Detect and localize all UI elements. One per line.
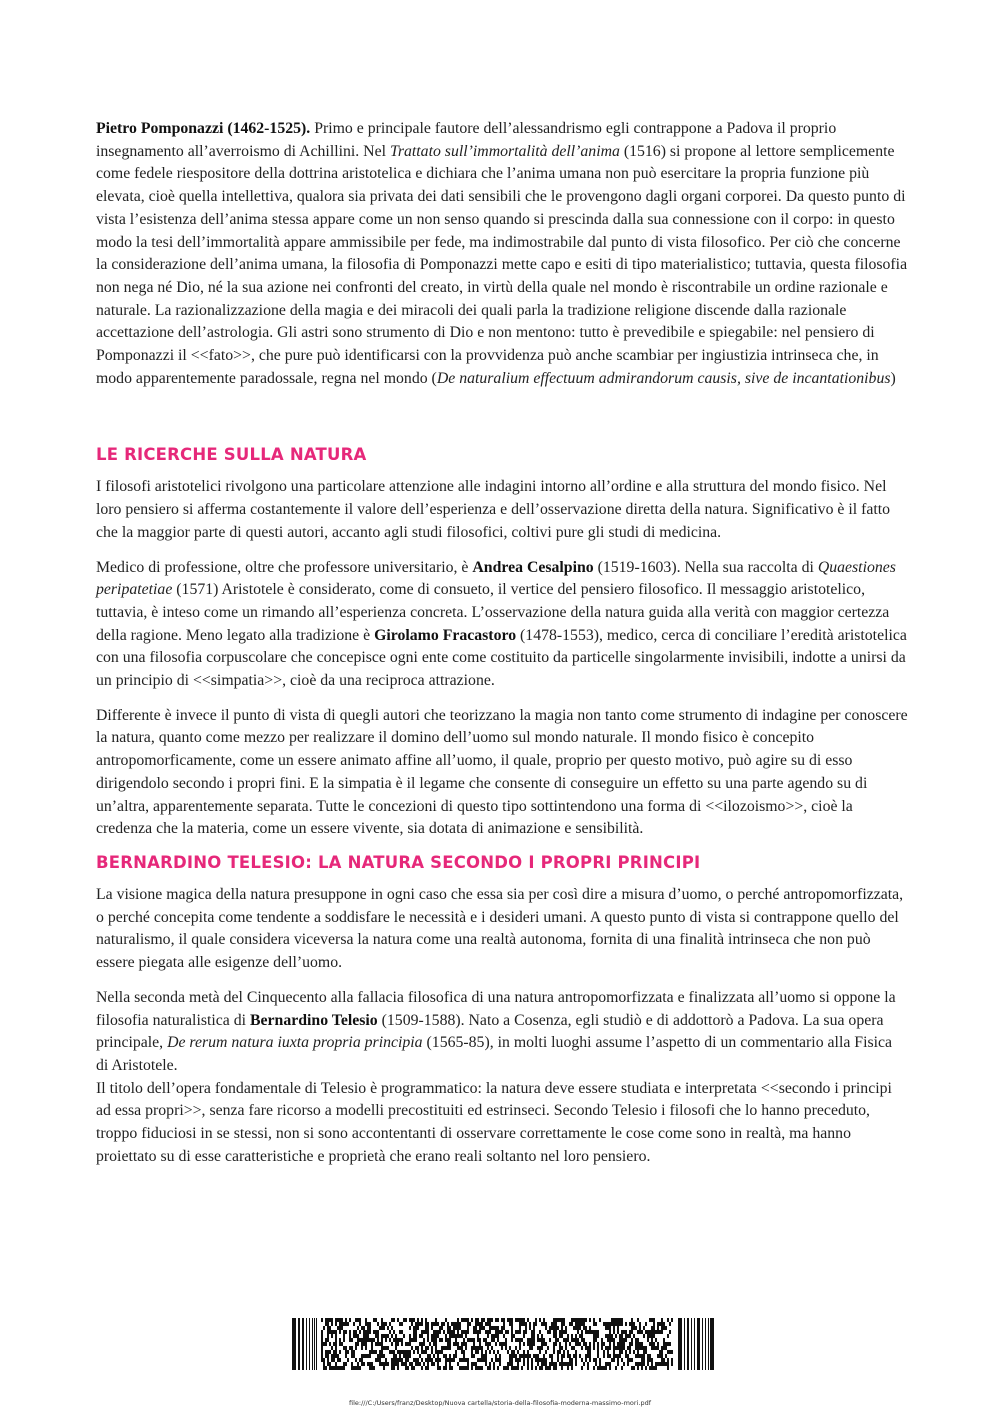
author-name-fracastoro: Girolamo Fracastoro xyxy=(374,626,517,644)
paragraph-nature-3: Differente è invece il punto di vista di quegli autori che teorizzano la magia non tanto come strumento di indagine per conoscere la natura, quanto come mezzo per realizzare il domino dell’uomo sul mondo naturale. Il mondo fisico è concepito antropomorficamente, come un essere animato affine all’uomo, il quale, proprio per questo motivo, può agire su di esso dirigendolo secondo i propri fini. E la simpatia è il legame che consente di conseguire un effetto su una parte agendo su di un’altra, apparentemente separata. Tutte le concezioni di questo tipo sottintendono una forma di <<ilozoismo>>, cioè la credenza che la materia, come un essere vivente, sia dotata di animazione e sensibilità. xyxy=(96,706,908,838)
paragraph-text: Il titolo dell’opera fondamentale di Telesio è programmatico: la natura deve essere studiata e interpretata <<secondo i principi ad essa propri>>, senza fare ricorso a modelli precostituiti ed estrinseci. Secondo Telesio i filosofi che lo hanno preceduto, troppo fiduciosi in se stessi, non si sono accontentanti di osservare correttamente le cose come sono in realtà, ma hanno proiettato su di esse caratteristiche e proprietà che erano reali soltanto nel loro pensiero. xyxy=(96,1079,892,1165)
section-heading-nature: LE RICERCHE SULLA NATURA xyxy=(96,445,367,465)
paragraph-telesio-1: La visione magica della natura presuppone in ogni caso che essa sia per così dire a misura d’uomo, o perché antropomorfizzata, o perché concepita come tendente a soddisfare le necessità e i desideri umani. A questo punto di vista si contrappone quello del naturalismo, il quale considera viceversa la natura come una realtà autonoma, fornita di una finalità intrinseca che non può essere piegata alle esigenze dell’uomo. xyxy=(96,885,904,972)
work-title: De naturalium effectuum admirandorum causis, sive de incantationibus xyxy=(436,369,891,387)
paragraph-text: (1571) Aristotele è considerato, come di consueto, il vertice del pensiero filosofico. Il messaggio aristotelico, tuttavia, è inteso come un rimando all’esperienza concreta. L’osservazione della natura guida alla verità con maggior certezza della ragione. Meno legato alla tradizione è xyxy=(96,581,890,644)
paragraph-text: (1509-1588). Nato a Cosenza, egli studiò e di addottorò a Padova. La sua opera principale, xyxy=(96,1011,884,1052)
author-name-cesalpino: Andrea Cesalpino xyxy=(472,558,594,576)
paragraph-text: ) xyxy=(890,369,896,387)
paragraph-text: Medico di professione, oltre che professore universitario, è xyxy=(96,558,473,576)
paragraph-nature-1: I filosofi aristotelici rivolgono una particolare attenzione alle indagini intorno all’ordine e alla struttura del mondo fisico. Nel loro pensiero si afferma costantemente il valore dell’esperienza e dell’osservazione diretta della natura. Significativo è il fatto che la maggior parte di questi autori, accanto agli studi filosofici, coltivi pure gli studi di medicina. xyxy=(96,478,891,541)
work-title: Quaestiones peripatetiae xyxy=(96,558,896,599)
author-name-telesio: Bernardino Telesio xyxy=(249,1011,378,1029)
author-name-pomponazzi: Pietro Pomponazzi (1462-1525). xyxy=(96,120,311,137)
section-heading-telesio: BERNARDINO TELESIO: LA NATURA SECONDO I PROPRI PRINCIPI xyxy=(96,852,701,872)
paragraph-text: (1519-1603). Nella sua raccolta di xyxy=(593,558,818,576)
work-title: Trattato sull’immortalità dell’anima xyxy=(389,142,620,160)
paragraph-text: Nella seconda metà del Cinquecento alla fallacia filosofica di una natura antropomorfizzata e finalizzata all’uomo si oppone la filosofia naturalistica di xyxy=(96,988,896,1029)
work-title: De rerum natura iuxta propria principia xyxy=(167,1034,423,1052)
file-path-footer: file:///C:/Users/franz/Desktop/Nuova cartella/storia-della-filosofia-moderna-massimo-mori.pdf xyxy=(349,1399,651,1407)
document-page xyxy=(96,118,908,1168)
paragraph-telesio-2 xyxy=(96,987,908,1169)
pdf417-barcode-icon xyxy=(263,1318,737,1370)
paragraph-text: Primo e principale fautore dell’alessandrismo egli contrappone a Padova il proprio insegnamento all’averroismo di Achillini. Nel xyxy=(96,120,837,160)
paragraph-text: (1565-85), in molti luoghi assume l’aspetto di un commentario alla Fisica di Aristotele. xyxy=(96,1034,893,1074)
paragraph-text: (1516) si propone al lettore semplicemente come fedele riespositore della dottrina aristotelica e dichiara che l’anima umana non può esercitare la propria funzione più elevata, cioè quella intellettiva, qualora sia privata dei dati sensibili che le provengono dagli organi corporei. Da questo punto di vista l’esistenza dell’anima stessa appare come un non senso quando si prescinda dalla sua connessione con il corpo: in questo modo la tesi dell’immortalità appare ammissibile per fede, ma indimostrabile dal punto di vista filosofico. Per ciò che concerne la considerazione dell’anima umana, la filosofia di Pomponazzi mette capo e esiti di tipo materialistico; tuttavia, questa filosofia non nega né Dio, né la sua azione nei confronti del creato, in virtù della quale nel mondo è riscontrabile un ordine razionale e naturale. La razionalizzazione della magia e dei miracoli dei quali parla la tradizione religione discende dalla razionale accettazione dell’astrologia. Gli astri sono strumento di Dio e non mentono: tutto è prevedibile e spiegabile: nel pensiero di Pomponazzi il <<fato>>, che pure può identificarsi con la provvidenza può anche scambiar per ingiustizia intrinseca che, in modo apparentemente paradossale, regna nel mondo ( xyxy=(96,142,908,387)
paragraph-text: (1478-1553), medico, cerca di conciliare l’eredità aristotelica con una filosofia corpuscolare che concepisce ogni ente come costituito da particelle singolarmente invisibili, indotte a unirsi da un principio di <<simpatia>>, cioè da una reciproca attrazione. xyxy=(96,626,907,690)
paragraph-pomponazzi xyxy=(96,118,908,390)
paragraph-nature-2 xyxy=(96,557,908,693)
